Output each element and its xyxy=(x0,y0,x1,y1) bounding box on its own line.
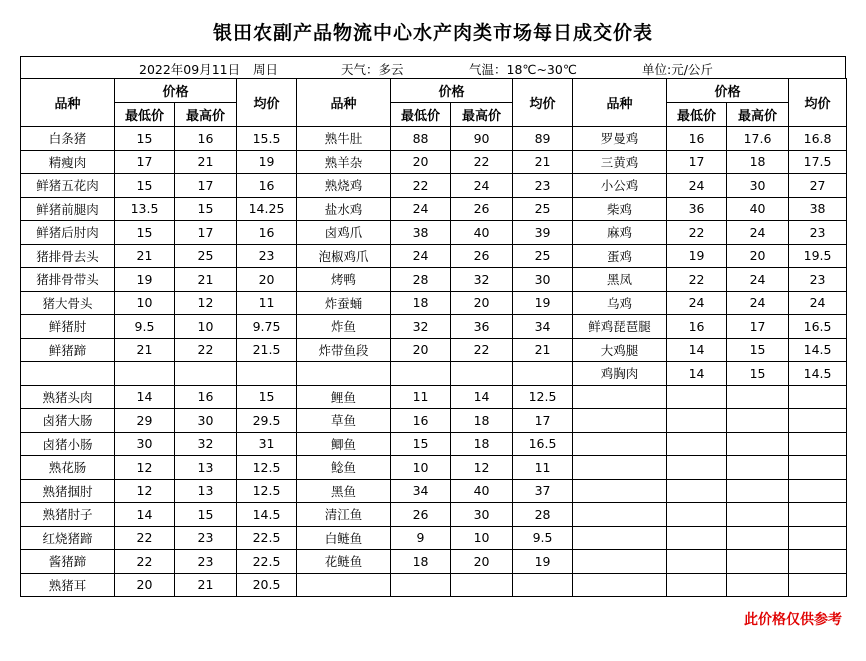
max-price-cell xyxy=(727,456,789,480)
avg-price-cell: 20.5 xyxy=(237,573,297,597)
max-price-cell: 40 xyxy=(451,221,513,245)
max-price-cell: 15 xyxy=(727,362,789,386)
table-row xyxy=(21,432,847,456)
max-price-cell: 10 xyxy=(175,315,237,339)
max-price-cell xyxy=(727,385,789,409)
table-row xyxy=(21,338,847,362)
min-price-cell: 19 xyxy=(115,268,175,292)
max-price-cell xyxy=(727,573,789,597)
max-price-cell: 20 xyxy=(451,550,513,574)
table-row xyxy=(21,315,847,339)
max-header: 最高价 xyxy=(175,103,237,127)
table-row xyxy=(21,127,847,151)
max-price-cell: 15 xyxy=(727,338,789,362)
avg-price-cell: 12.5 xyxy=(237,456,297,480)
min-price-cell xyxy=(667,573,727,597)
variety-cell: 鲜猪五花肉 xyxy=(21,174,115,198)
min-price-cell: 18 xyxy=(391,550,451,574)
min-price-cell: 24 xyxy=(391,244,451,268)
max-price-cell: 16 xyxy=(175,127,237,151)
min-price-cell: 36 xyxy=(667,197,727,221)
variety-cell xyxy=(573,432,667,456)
max-price-cell: 18 xyxy=(451,409,513,433)
max-price-cell: 36 xyxy=(451,315,513,339)
max-price-cell xyxy=(451,362,513,386)
max-price-cell: 24 xyxy=(451,174,513,198)
variety-cell: 熟花肠 xyxy=(21,456,115,480)
min-price-cell: 34 xyxy=(391,479,451,503)
avg-price-cell xyxy=(789,456,847,480)
max-price-cell: 17 xyxy=(727,315,789,339)
variety-cell: 熟猪肘子 xyxy=(21,503,115,527)
table-row xyxy=(21,221,847,245)
avg-price-cell: 28 xyxy=(513,503,573,527)
max-price-cell xyxy=(727,432,789,456)
min-price-cell: 21 xyxy=(115,244,175,268)
min-price-cell: 21 xyxy=(115,338,175,362)
max-price-cell: 24 xyxy=(727,221,789,245)
variety-cell: 麻鸡 xyxy=(573,221,667,245)
max-price-cell: 21 xyxy=(175,268,237,292)
min-price-cell: 26 xyxy=(391,503,451,527)
max-price-cell: 20 xyxy=(727,244,789,268)
avg-price-cell: 31 xyxy=(237,432,297,456)
max-price-cell: 22 xyxy=(175,338,237,362)
variety-cell: 熟羊杂 xyxy=(297,150,391,174)
variety-cell xyxy=(573,409,667,433)
avg-price-cell xyxy=(789,385,847,409)
min-price-cell: 18 xyxy=(391,291,451,315)
max-price-cell: 24 xyxy=(727,268,789,292)
table-row xyxy=(21,197,847,221)
max-price-cell: 17 xyxy=(175,174,237,198)
table-row xyxy=(21,150,847,174)
variety-cell: 罗曼鸡 xyxy=(573,127,667,151)
disclaimer-note: 此价格仅供参考 xyxy=(744,612,842,628)
max-price-cell: 18 xyxy=(451,432,513,456)
max-price-cell: 17.6 xyxy=(727,127,789,151)
variety-cell: 草鱼 xyxy=(297,409,391,433)
max-price-cell: 15 xyxy=(175,503,237,527)
avg-price-cell: 11 xyxy=(237,291,297,315)
max-price-cell: 30 xyxy=(451,503,513,527)
avg-price-cell: 29.5 xyxy=(237,409,297,433)
variety-cell: 鲶鱼 xyxy=(297,456,391,480)
avg-price-cell: 21 xyxy=(513,150,573,174)
avg-price-cell xyxy=(789,526,847,550)
variety-cell xyxy=(297,573,391,597)
table-row xyxy=(21,456,847,480)
min-header: 最低价 xyxy=(115,103,175,127)
max-price-cell: 20 xyxy=(451,291,513,315)
avg-price-cell xyxy=(789,573,847,597)
avg-price-cell: 16 xyxy=(237,221,297,245)
max-price-cell xyxy=(727,503,789,527)
table-row xyxy=(21,268,847,292)
min-price-cell: 13.5 xyxy=(115,197,175,221)
variety-cell: 鲤鱼 xyxy=(297,385,391,409)
variety-cell: 红烧猪蹄 xyxy=(21,526,115,550)
variety-cell: 乌鸡 xyxy=(573,291,667,315)
min-price-cell: 16 xyxy=(667,315,727,339)
avg-price-cell: 27 xyxy=(789,174,847,198)
min-price-cell xyxy=(667,385,727,409)
variety-cell: 熟牛肚 xyxy=(297,127,391,151)
avg-price-cell: 11 xyxy=(513,456,573,480)
min-price-cell: 16 xyxy=(391,409,451,433)
min-price-cell: 22 xyxy=(667,221,727,245)
variety-cell: 鲜猪后肘肉 xyxy=(21,221,115,245)
variety-cell: 鲜鸡琵琶腿 xyxy=(573,315,667,339)
price-header: 价格 xyxy=(115,79,237,103)
variety-cell: 鲜猪前腿肉 xyxy=(21,197,115,221)
table-body xyxy=(21,127,847,597)
min-price-cell: 15 xyxy=(115,221,175,245)
min-price-cell: 15 xyxy=(115,127,175,151)
avg-price-cell: 25 xyxy=(513,197,573,221)
max-price-cell: 23 xyxy=(175,550,237,574)
weekday-text: 周日 xyxy=(253,62,279,77)
variety-cell: 卤猪大肠 xyxy=(21,409,115,433)
max-price-cell: 30 xyxy=(727,174,789,198)
min-price-cell: 10 xyxy=(115,291,175,315)
variety-cell: 猪排骨带头 xyxy=(21,268,115,292)
variety-cell: 蛋鸡 xyxy=(573,244,667,268)
max-price-cell: 10 xyxy=(451,526,513,550)
max-price-cell xyxy=(175,362,237,386)
avg-price-cell: 23 xyxy=(789,221,847,245)
table-row xyxy=(21,244,847,268)
min-price-cell: 9.5 xyxy=(115,315,175,339)
variety-cell: 炸蚕蛹 xyxy=(297,291,391,315)
min-price-cell: 12 xyxy=(115,479,175,503)
avg-price-cell: 23 xyxy=(237,244,297,268)
table-row xyxy=(21,550,847,574)
table-row xyxy=(21,385,847,409)
table-row xyxy=(21,526,847,550)
max-price-cell: 18 xyxy=(727,150,789,174)
min-price-cell: 32 xyxy=(391,315,451,339)
variety-cell: 盐水鸡 xyxy=(297,197,391,221)
avg-price-cell: 9.5 xyxy=(513,526,573,550)
max-price-cell: 32 xyxy=(175,432,237,456)
avg-price-cell: 22.5 xyxy=(237,550,297,574)
avg-price-cell: 19 xyxy=(237,150,297,174)
min-price-cell: 29 xyxy=(115,409,175,433)
min-price-cell: 38 xyxy=(391,221,451,245)
avg-price-cell: 19.5 xyxy=(789,244,847,268)
min-price-cell: 24 xyxy=(391,197,451,221)
table-row xyxy=(21,479,847,503)
min-price-cell: 20 xyxy=(115,573,175,597)
avg-price-cell: 22.5 xyxy=(237,526,297,550)
min-price-cell xyxy=(667,550,727,574)
variety-cell xyxy=(573,503,667,527)
avg-price-cell: 16.5 xyxy=(789,315,847,339)
max-price-cell: 12 xyxy=(175,291,237,315)
variety-cell: 鲫鱼 xyxy=(297,432,391,456)
variety-cell: 熟猪头肉 xyxy=(21,385,115,409)
min-price-cell: 14 xyxy=(115,503,175,527)
variety-header: 品种 xyxy=(573,79,667,127)
max-price-cell: 25 xyxy=(175,244,237,268)
avg-price-cell: 21 xyxy=(513,338,573,362)
max-header: 最高价 xyxy=(451,103,513,127)
variety-cell: 白鲢鱼 xyxy=(297,526,391,550)
min-price-cell xyxy=(667,526,727,550)
temperature-text: 气温：18℃~30℃ xyxy=(469,62,577,77)
avg-price-cell: 23 xyxy=(789,268,847,292)
min-price-cell: 20 xyxy=(391,150,451,174)
min-price-cell: 22 xyxy=(391,174,451,198)
variety-cell xyxy=(573,456,667,480)
variety-cell: 熟猪掴肘 xyxy=(21,479,115,503)
variety-cell: 大鸡腿 xyxy=(573,338,667,362)
max-price-cell: 21 xyxy=(175,573,237,597)
table-row xyxy=(21,503,847,527)
variety-cell: 小公鸡 xyxy=(573,174,667,198)
max-price-cell: 17 xyxy=(175,221,237,245)
max-price-cell: 26 xyxy=(451,197,513,221)
variety-cell: 熟猪耳 xyxy=(21,573,115,597)
min-price-cell: 16 xyxy=(667,127,727,151)
max-price-cell xyxy=(727,526,789,550)
variety-cell: 泡椒鸡爪 xyxy=(297,244,391,268)
min-price-cell: 30 xyxy=(115,432,175,456)
price-header: 价格 xyxy=(667,79,789,103)
avg-header: 均价 xyxy=(237,79,297,127)
avg-price-cell: 37 xyxy=(513,479,573,503)
avg-price-cell xyxy=(789,503,847,527)
avg-price-cell: 24 xyxy=(789,291,847,315)
avg-header: 均价 xyxy=(789,79,847,127)
variety-cell xyxy=(297,362,391,386)
avg-price-cell: 17 xyxy=(513,409,573,433)
avg-price-cell: 12.5 xyxy=(237,479,297,503)
min-price-cell: 22 xyxy=(115,526,175,550)
variety-cell: 柴鸡 xyxy=(573,197,667,221)
min-price-cell xyxy=(391,362,451,386)
date-text: 2022年09月11日 xyxy=(139,62,241,77)
max-price-cell: 24 xyxy=(727,291,789,315)
min-price-cell: 20 xyxy=(391,338,451,362)
min-price-cell: 14 xyxy=(667,338,727,362)
page-title: 银田农副产品物流中心水产肉类市场每日成交价表 xyxy=(212,22,653,44)
variety-cell: 卤鸡爪 xyxy=(297,221,391,245)
variety-cell xyxy=(21,362,115,386)
avg-price-cell: 20 xyxy=(237,268,297,292)
variety-cell: 酱猪蹄 xyxy=(21,550,115,574)
min-price-cell: 17 xyxy=(115,150,175,174)
variety-cell: 猪排骨去头 xyxy=(21,244,115,268)
max-price-cell: 40 xyxy=(727,197,789,221)
variety-cell: 鸡胸肉 xyxy=(573,362,667,386)
max-price-cell xyxy=(727,409,789,433)
min-header: 最低价 xyxy=(667,103,727,127)
min-price-cell xyxy=(667,479,727,503)
info-bar xyxy=(20,56,846,78)
min-price-cell: 14 xyxy=(667,362,727,386)
max-price-cell: 13 xyxy=(175,479,237,503)
max-price-cell: 30 xyxy=(175,409,237,433)
min-price-cell: 9 xyxy=(391,526,451,550)
avg-price-cell: 12.5 xyxy=(513,385,573,409)
max-price-cell xyxy=(727,479,789,503)
variety-cell: 精瘦肉 xyxy=(21,150,115,174)
avg-price-cell xyxy=(237,362,297,386)
avg-price-cell: 14.5 xyxy=(789,362,847,386)
min-price-cell xyxy=(667,456,727,480)
avg-price-cell: 21.5 xyxy=(237,338,297,362)
variety-cell: 三黄鸡 xyxy=(573,150,667,174)
avg-price-cell: 9.75 xyxy=(237,315,297,339)
min-price-cell: 24 xyxy=(667,291,727,315)
max-price-cell: 40 xyxy=(451,479,513,503)
avg-price-cell: 34 xyxy=(513,315,573,339)
avg-price-cell: 15.5 xyxy=(237,127,297,151)
table-row xyxy=(21,291,847,315)
min-price-cell xyxy=(667,503,727,527)
avg-price-cell: 16 xyxy=(237,174,297,198)
max-price-cell: 14 xyxy=(451,385,513,409)
avg-price-cell xyxy=(789,479,847,503)
avg-price-cell: 89 xyxy=(513,127,573,151)
min-price-cell: 22 xyxy=(115,550,175,574)
min-price-cell: 19 xyxy=(667,244,727,268)
avg-price-cell: 14.25 xyxy=(237,197,297,221)
min-price-cell: 10 xyxy=(391,456,451,480)
table-row xyxy=(21,362,847,386)
min-price-cell: 22 xyxy=(667,268,727,292)
table-row xyxy=(21,573,847,597)
avg-price-cell xyxy=(513,362,573,386)
variety-cell: 鲜猪肘 xyxy=(21,315,115,339)
weather-text: 天气：多云 xyxy=(341,62,404,77)
avg-price-cell: 16.5 xyxy=(513,432,573,456)
subheader-row xyxy=(21,103,847,127)
variety-cell xyxy=(573,526,667,550)
avg-price-cell xyxy=(513,573,573,597)
min-price-cell: 11 xyxy=(391,385,451,409)
avg-price-cell: 39 xyxy=(513,221,573,245)
variety-cell: 黑鱼 xyxy=(297,479,391,503)
max-price-cell: 22 xyxy=(451,150,513,174)
variety-header: 品种 xyxy=(297,79,391,127)
price-table xyxy=(20,78,847,597)
min-price-cell: 28 xyxy=(391,268,451,292)
min-price-cell xyxy=(667,432,727,456)
avg-price-cell: 25 xyxy=(513,244,573,268)
variety-header: 品种 xyxy=(21,79,115,127)
avg-price-cell xyxy=(789,550,847,574)
variety-cell: 清江鱼 xyxy=(297,503,391,527)
variety-cell xyxy=(573,479,667,503)
min-price-cell xyxy=(667,409,727,433)
avg-price-cell: 16.8 xyxy=(789,127,847,151)
avg-price-cell: 17.5 xyxy=(789,150,847,174)
variety-cell: 烤鸭 xyxy=(297,268,391,292)
variety-cell: 炸带鱼段 xyxy=(297,338,391,362)
price-header: 价格 xyxy=(391,79,513,103)
max-price-cell xyxy=(451,573,513,597)
max-price-cell: 13 xyxy=(175,456,237,480)
max-price-cell: 15 xyxy=(175,197,237,221)
avg-price-cell xyxy=(789,432,847,456)
avg-price-cell: 19 xyxy=(513,550,573,574)
header-row xyxy=(21,79,847,103)
variety-cell xyxy=(573,573,667,597)
min-header: 最低价 xyxy=(391,103,451,127)
variety-cell: 鲜猪蹄 xyxy=(21,338,115,362)
min-price-cell: 17 xyxy=(667,150,727,174)
variety-cell xyxy=(573,385,667,409)
max-price-cell xyxy=(727,550,789,574)
variety-cell: 炸鱼 xyxy=(297,315,391,339)
min-price-cell xyxy=(391,573,451,597)
min-price-cell xyxy=(115,362,175,386)
table-row xyxy=(21,174,847,198)
unit-text: 单位:元/公斤 xyxy=(642,62,713,77)
variety-cell: 花鲢鱼 xyxy=(297,550,391,574)
min-price-cell: 88 xyxy=(391,127,451,151)
variety-cell: 熟烧鸡 xyxy=(297,174,391,198)
min-price-cell: 12 xyxy=(115,456,175,480)
variety-cell: 白条猪 xyxy=(21,127,115,151)
max-price-cell: 22 xyxy=(451,338,513,362)
min-price-cell: 15 xyxy=(391,432,451,456)
max-header: 最高价 xyxy=(727,103,789,127)
max-price-cell: 23 xyxy=(175,526,237,550)
variety-cell: 猪大骨头 xyxy=(21,291,115,315)
avg-price-cell: 15 xyxy=(237,385,297,409)
max-price-cell: 26 xyxy=(451,244,513,268)
avg-price-cell: 30 xyxy=(513,268,573,292)
avg-price-cell: 38 xyxy=(789,197,847,221)
avg-price-cell: 19 xyxy=(513,291,573,315)
max-price-cell: 90 xyxy=(451,127,513,151)
max-price-cell: 12 xyxy=(451,456,513,480)
min-price-cell: 14 xyxy=(115,385,175,409)
max-price-cell: 21 xyxy=(175,150,237,174)
variety-cell: 黑凤 xyxy=(573,268,667,292)
variety-cell xyxy=(573,550,667,574)
avg-price-cell xyxy=(789,409,847,433)
variety-cell: 卤猪小肠 xyxy=(21,432,115,456)
max-price-cell: 32 xyxy=(451,268,513,292)
min-price-cell: 24 xyxy=(667,174,727,198)
avg-header: 均价 xyxy=(513,79,573,127)
avg-price-cell: 23 xyxy=(513,174,573,198)
avg-price-cell: 14.5 xyxy=(237,503,297,527)
max-price-cell: 16 xyxy=(175,385,237,409)
min-price-cell: 15 xyxy=(115,174,175,198)
table-row xyxy=(21,409,847,433)
avg-price-cell: 14.5 xyxy=(789,338,847,362)
